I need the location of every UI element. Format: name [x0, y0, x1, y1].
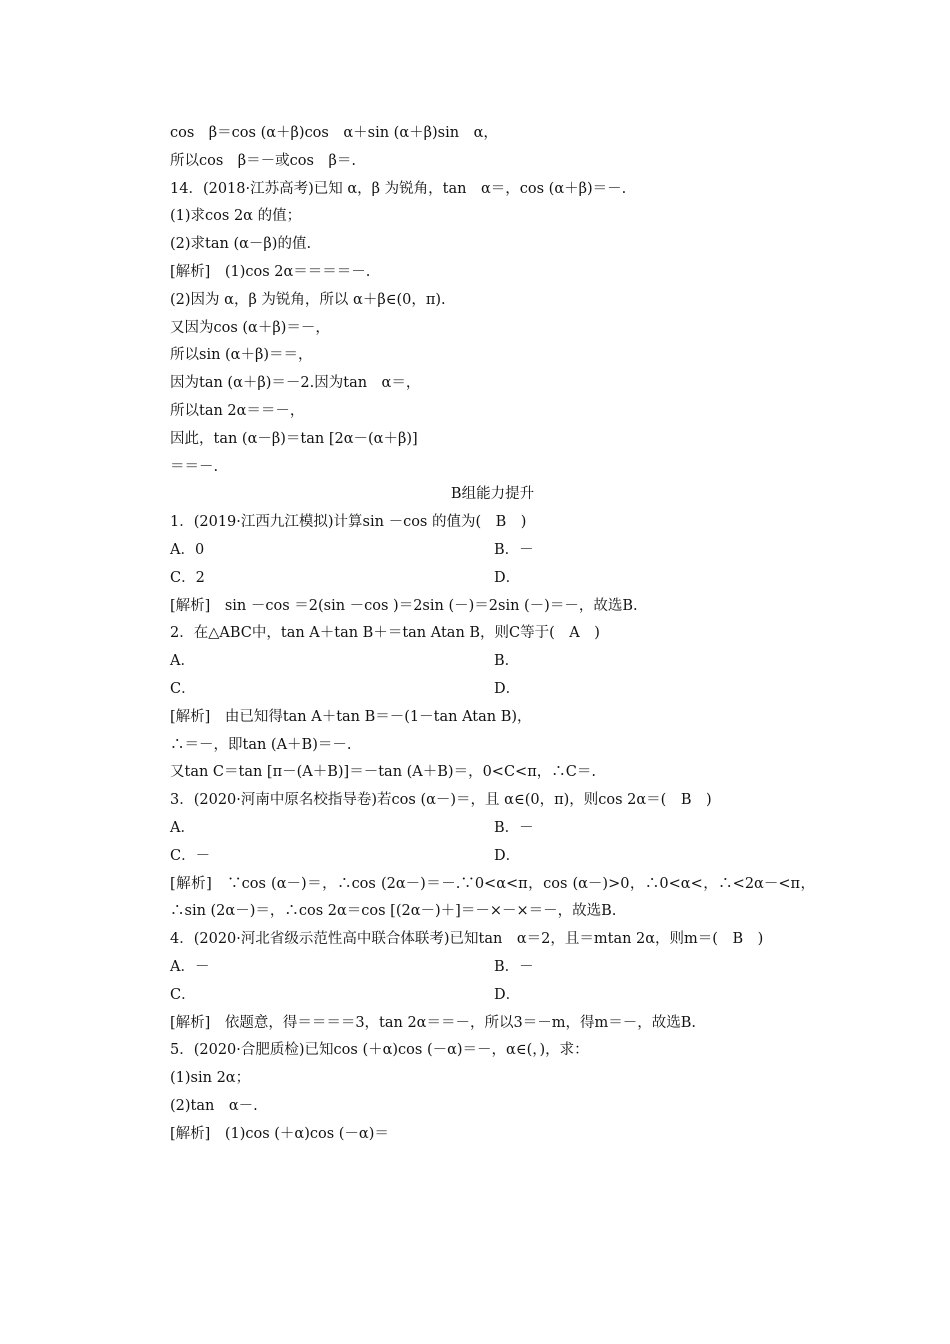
text-line: 因此，tan (α－β)＝tan [2α－(α＋β)] — [170, 430, 418, 447]
text-line: 又因为cos (α＋β)＝－， — [170, 319, 330, 336]
option-a: A．－ — [170, 958, 210, 975]
question-3-analysis: [解析] ∵cos (α－)＝，∴cos (2α－)＝－.∵0<α<π，cos (α－)>0，∴0<α<，∴<2α－<π，∴sin (2α－)＝，∴cos 2α＝cos [(2α－)＋]＝－×－×＝－，故选B. — [170, 875, 815, 920]
option-b: B． — [494, 653, 520, 670]
text-line: 所以cos β＝－或cos β＝. — [170, 152, 356, 169]
question-14-stem: 14．(2018·江苏高考)已知 α，β 为锐角，tan α＝，cos (α＋β)＝－. — [170, 180, 627, 197]
question-5-analysis: [解析] (1)cos (＋α)cos (－α)＝ — [170, 1125, 389, 1142]
question-5-part-1: (1)sin 2α； — [170, 1070, 251, 1087]
option-b: B．－ — [494, 541, 534, 558]
option-b: B．－ — [494, 958, 534, 975]
text-line: 所以sin (α＋β)＝＝， — [170, 347, 313, 364]
document-body — [170, 120, 815, 1148]
question-1-analysis: [解析] sin －cos ＝2(sin －cos )＝2sin (－)＝2sin (－)＝－，故选B. — [170, 597, 638, 614]
option-c: C．2 — [170, 569, 205, 586]
question-3-stem: 3．(2020·河南中原名校指导卷)若cos (α－)＝，且 α∈(0，π)，则cos 2α＝( B ) — [170, 792, 712, 809]
question-2-analysis: [解析] 由已知得tan A＋tan B＝－(1－tan Atan B)， — [170, 708, 532, 725]
question-2-options-row — [170, 648, 815, 676]
option-a: A． — [170, 653, 195, 670]
text-line: 因为tan (α＋β)＝－2.因为tan α＝， — [170, 375, 421, 392]
option-d: D． — [494, 986, 521, 1003]
question-4-analysis: [解析] 依题意，得＝＝＝＝3，tan 2α＝＝－，所以3＝－m，得m＝－，故选B. — [170, 1014, 696, 1031]
option-c: C． — [170, 986, 196, 1003]
question-14-part-1: (1)求cos 2α 的值； — [170, 208, 302, 225]
option-c: C． — [170, 680, 196, 697]
option-d: D． — [494, 680, 521, 697]
question-2-options-row — [170, 676, 815, 704]
question-4-options-row — [170, 954, 815, 982]
question-1-options-row — [170, 565, 815, 593]
option-d: D． — [494, 847, 521, 864]
question-14-analysis: [解析] (1)cos 2α＝＝＝＝－. — [170, 263, 371, 280]
option-c: C．－ — [170, 847, 211, 864]
text-line: 所以tan 2α＝＝－， — [170, 402, 305, 419]
question-5-part-2: (2)tan α－. — [170, 1097, 258, 1114]
question-1-stem: 1．(2019·江西九江模拟)计算sin －cos 的值为( B ) — [170, 514, 527, 531]
question-3-options-row — [170, 815, 815, 843]
question-1-options-row — [170, 537, 815, 565]
question-2-stem: 2．在△ABC中，tan A＋tan B＋＝tan Atan B，则C等于( A ) — [170, 625, 600, 642]
section-title: B组能力提升 — [450, 486, 535, 503]
option-d: D． — [494, 569, 521, 586]
question-4-options-row — [170, 982, 815, 1010]
question-5-stem: 5．(2020·合肥质检)已知cos (＋α)cos (－α)＝－，α∈(，)，求： — [170, 1042, 589, 1059]
question-3-options-row — [170, 843, 815, 871]
option-a: A． — [170, 819, 195, 836]
text-line: (2)因为 α，β 为锐角，所以 α＋β∈(0，π). — [170, 291, 446, 308]
question-14-part-2: (2)求tan (α－β)的值. — [170, 236, 312, 253]
question-4-stem: 4．(2020·河北省级示范性高中联合体联考)已知tan α＝2，且＝mtan 2α，则m＝( B ) — [170, 931, 764, 948]
text-line: ＝＝－. — [170, 458, 219, 475]
question-2-analysis: 又tan C＝tan [π－(A＋B)]＝－tan (A＋B)＝，0<C<π，∴C＝. — [170, 764, 596, 781]
option-a: A．0 — [170, 541, 205, 558]
text-line: cos β＝cos (α＋β)cos α＋sin (α＋β)sin α， — [170, 125, 498, 141]
option-b: B．－ — [494, 819, 534, 836]
question-2-analysis: ∴＝－，即tan (A＋B)＝－. — [170, 736, 352, 753]
